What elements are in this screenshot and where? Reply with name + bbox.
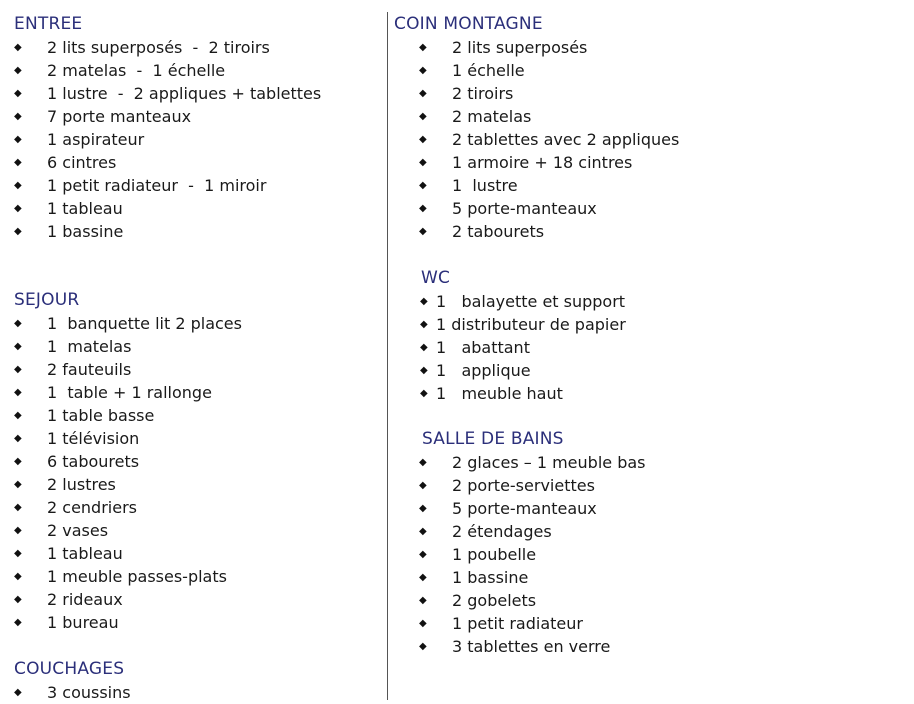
item-text: 1 échelle xyxy=(452,61,525,80)
bullet-icon: ◆ xyxy=(14,387,22,398)
section-wc xyxy=(420,267,626,405)
list-item xyxy=(14,312,242,335)
bullet-icon: ◆ xyxy=(419,65,427,76)
item-text: 1 meuble haut xyxy=(436,384,563,403)
bullet-icon: ◆ xyxy=(419,457,427,468)
section-heading: COUCHAGES xyxy=(14,659,125,679)
bullet-icon: ◆ xyxy=(14,134,22,145)
item-text: 1 aspirateur xyxy=(47,130,145,149)
list-item xyxy=(419,59,543,82)
column-divider xyxy=(387,12,388,700)
list-item xyxy=(419,174,543,197)
item-text: 1 petit radiateur xyxy=(452,614,583,633)
bullet-icon: ◆ xyxy=(14,157,22,168)
item-list xyxy=(419,36,680,243)
item-text: 2 matelas xyxy=(452,107,532,126)
bullet-icon: ◆ xyxy=(14,111,22,122)
section-heading: SEJOUR xyxy=(14,290,80,310)
item-text: 2 porte-serviettes xyxy=(452,476,595,495)
section-heading: SALLE DE BAINS xyxy=(422,429,564,449)
item-text: 1 abattant xyxy=(436,338,530,357)
item-text: 2 rideaux xyxy=(47,590,123,609)
list-item xyxy=(14,450,140,473)
bullet-icon: ◆ xyxy=(14,456,22,467)
list-item xyxy=(419,543,564,566)
item-text: 5 porte-manteaux xyxy=(452,499,597,518)
list-item xyxy=(14,105,192,128)
section-heading: ENTREE xyxy=(14,14,83,34)
bullet-icon: ◆ xyxy=(14,617,22,628)
section-heading: COIN MONTAGNE xyxy=(394,14,543,34)
list-item xyxy=(420,290,626,313)
item-text: 1 lustre xyxy=(452,176,518,195)
list-item xyxy=(14,681,131,704)
item-text: 6 cintres xyxy=(47,153,117,172)
item-list xyxy=(14,681,131,704)
bullet-icon: ◆ xyxy=(14,318,22,329)
bullet-icon: ◆ xyxy=(14,502,22,513)
item-text: 1 télévision xyxy=(47,429,140,448)
list-item xyxy=(419,566,564,589)
list-item xyxy=(14,59,226,82)
item-text: 1 lustre - 2 appliques + tablettes xyxy=(47,84,322,103)
bullet-icon: ◆ xyxy=(14,433,22,444)
item-list xyxy=(419,451,646,658)
item-text: 1 distributeur de papier xyxy=(436,315,626,334)
list-item xyxy=(420,313,626,336)
list-item xyxy=(14,335,132,358)
item-text: 2 tiroirs xyxy=(452,84,514,103)
item-text: 1 armoire + 18 cintres xyxy=(452,153,633,172)
list-item xyxy=(419,197,597,220)
bullet-icon: ◆ xyxy=(419,641,427,652)
item-text: 2 fauteuils xyxy=(47,360,132,379)
list-item xyxy=(419,497,597,520)
bullet-icon: ◆ xyxy=(419,480,427,491)
section-entree xyxy=(14,13,322,243)
item-text: 1 petit radiateur - 1 miroir xyxy=(47,176,267,195)
item-text: 2 matelas - 1 échelle xyxy=(47,61,226,80)
list-item xyxy=(14,128,145,151)
bullet-icon: ◆ xyxy=(419,595,427,606)
list-item xyxy=(14,151,117,174)
item-text: 1 matelas xyxy=(47,337,132,356)
bullet-icon: ◆ xyxy=(419,203,427,214)
list-item xyxy=(14,519,109,542)
section-heading: WC xyxy=(421,268,451,288)
bullet-icon: ◆ xyxy=(14,180,22,191)
section-salle-de-bains xyxy=(419,428,646,658)
item-text: 1 bassine xyxy=(47,222,124,241)
bullet-icon: ◆ xyxy=(419,42,427,53)
list-item xyxy=(419,451,646,474)
bullet-icon: ◆ xyxy=(419,88,427,99)
item-text: 2 cendriers xyxy=(47,498,137,517)
list-item xyxy=(14,197,123,220)
section-couchages xyxy=(14,658,131,704)
item-list xyxy=(420,290,626,405)
list-item xyxy=(14,473,116,496)
bullet-icon: ◆ xyxy=(14,341,22,352)
list-item xyxy=(14,404,155,427)
item-text: 3 tablettes en verre xyxy=(452,637,611,656)
bullet-icon: ◆ xyxy=(14,88,22,99)
bullet-icon: ◆ xyxy=(419,572,427,583)
list-item xyxy=(14,542,123,565)
bullet-icon: ◆ xyxy=(14,410,22,421)
item-text: 1 poubelle xyxy=(452,545,537,564)
bullet-icon: ◆ xyxy=(14,548,22,559)
list-item xyxy=(419,520,564,543)
item-text: 3 coussins xyxy=(47,683,131,702)
section-sejour xyxy=(14,289,242,634)
item-text: 1 tableau xyxy=(47,199,123,218)
item-text: 2 gobelets xyxy=(452,591,537,610)
list-item xyxy=(419,105,543,128)
bullet-icon: ◆ xyxy=(419,226,427,237)
item-text: 2 tabourets xyxy=(452,222,545,241)
list-item xyxy=(14,220,124,243)
item-text: 1 bureau xyxy=(47,613,119,632)
item-text: 6 tabourets xyxy=(47,452,140,471)
item-text: 5 porte-manteaux xyxy=(452,199,597,218)
item-text: 2 glaces – 1 meuble bas xyxy=(452,453,646,472)
bullet-icon: ◆ xyxy=(14,687,22,698)
list-item xyxy=(419,589,564,612)
list-item xyxy=(14,174,267,197)
list-item xyxy=(14,427,140,450)
item-text: 1 meuble passes-plats xyxy=(47,567,227,586)
item-text: 2 lits superposés xyxy=(452,38,588,57)
list-item xyxy=(14,82,322,105)
bullet-icon: ◆ xyxy=(419,111,427,122)
item-text: 1 balayette et support xyxy=(436,292,626,311)
bullet-icon: ◆ xyxy=(420,388,428,399)
list-item xyxy=(14,358,132,381)
bullet-icon: ◆ xyxy=(14,525,22,536)
list-item xyxy=(14,496,137,519)
item-text: 2 tablettes avec 2 appliques xyxy=(452,130,680,149)
list-item xyxy=(419,128,680,151)
list-item xyxy=(14,611,119,634)
item-text: 1 bassine xyxy=(452,568,529,587)
bullet-icon: ◆ xyxy=(419,526,427,537)
item-text: 1 tableau xyxy=(47,544,123,563)
list-item xyxy=(14,381,212,404)
list-item xyxy=(14,565,227,588)
list-item xyxy=(419,220,543,243)
bullet-icon: ◆ xyxy=(419,549,427,560)
bullet-icon: ◆ xyxy=(14,364,22,375)
list-item xyxy=(419,36,588,59)
item-text: 1 table + 1 rallonge xyxy=(47,383,212,402)
list-item xyxy=(419,151,633,174)
bullet-icon: ◆ xyxy=(419,134,427,145)
list-item xyxy=(419,82,543,105)
list-item xyxy=(419,474,595,497)
item-list xyxy=(14,36,322,243)
bullet-icon: ◆ xyxy=(14,226,22,237)
bullet-icon: ◆ xyxy=(419,157,427,168)
section-coin-montagne xyxy=(394,13,680,243)
bullet-icon: ◆ xyxy=(420,296,428,307)
list-item xyxy=(419,612,583,635)
item-text: 7 porte manteaux xyxy=(47,107,192,126)
item-text: 2 lits superposés - 2 tiroirs xyxy=(47,38,270,57)
bullet-icon: ◆ xyxy=(14,594,22,605)
bullet-icon: ◆ xyxy=(14,65,22,76)
bullet-icon: ◆ xyxy=(14,42,22,53)
item-text: 1 table basse xyxy=(47,406,155,425)
bullet-icon: ◆ xyxy=(420,365,428,376)
item-text: 2 vases xyxy=(47,521,109,540)
bullet-icon: ◆ xyxy=(420,319,428,330)
bullet-icon: ◆ xyxy=(14,479,22,490)
item-text: 1 applique xyxy=(436,361,531,380)
bullet-icon: ◆ xyxy=(14,203,22,214)
list-item xyxy=(14,36,270,59)
bullet-icon: ◆ xyxy=(419,180,427,191)
list-item xyxy=(14,588,123,611)
list-item xyxy=(420,359,531,382)
item-text: 2 lustres xyxy=(47,475,116,494)
bullet-icon: ◆ xyxy=(419,503,427,514)
item-text: 2 étendages xyxy=(452,522,552,541)
list-item xyxy=(420,382,563,405)
list-item xyxy=(419,635,611,658)
item-list xyxy=(14,312,242,634)
bullet-icon: ◆ xyxy=(419,618,427,629)
bullet-icon: ◆ xyxy=(420,342,428,353)
list-item xyxy=(420,336,530,359)
item-text: 1 banquette lit 2 places xyxy=(47,314,242,333)
bullet-icon: ◆ xyxy=(14,571,22,582)
